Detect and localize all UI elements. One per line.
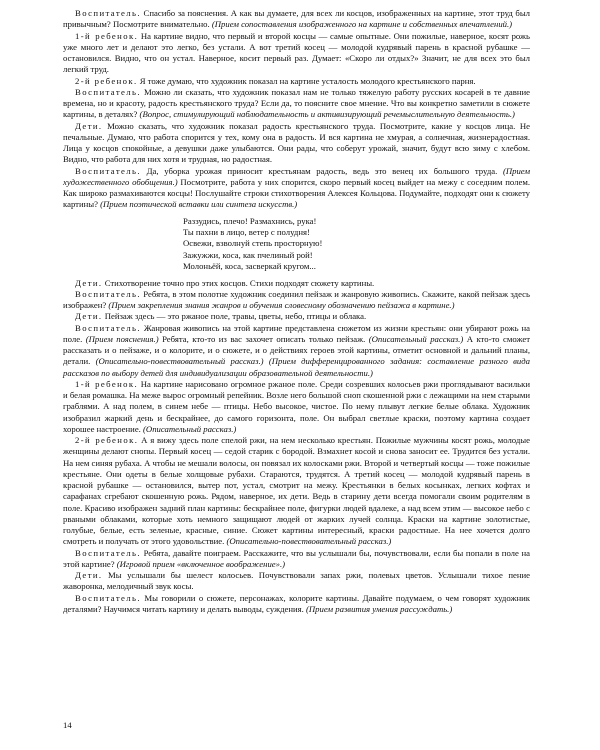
paragraph: Дети. Стихотворение точно про этих косцов. Стихи подходят сюжету картины.: [75, 277, 375, 288]
poem-line: Раззудись, плечо! Размахнись, рука!: [183, 215, 317, 226]
paragraph: Воспитатель. Можно ли сказать, что художник показал нам не только тяжелую работу русских косарей в те давние времена, но и красоту, радость крестьянского труда? Если да, то поясните свое мнение. Что вы конкретно заметили в сюжете картины, в деталях? (Вопрос, стимулирующий наблюдательность и активизирующий речемыслительную деятельность.): [63, 86, 530, 120]
paragraph: Дети. Можно сказать, что художник показал радость крестьянского труда. Посмотрите, какие у косцов лица. Не печальные. Думаю, что работа спорится у тех, кому она в радость. И вся картина не хмурая, а солнечная, жизнерадостная. Лица у косцов спокойные, а девушки даже улыбаются. Они рады, что соберут урожай, значит, будут всю зиму с хлебом. Видно, что работа для них хотя и трудная, но радостная.: [63, 120, 530, 165]
paragraph: Воспитатель. Мы говорили о сюжете, персонажах, колорите картины. Давайте подумаем, о чем говорят художник деталями? Научимся читать картину и делать выводы, суждения. (Прием развития умения рассуждать.): [63, 592, 530, 614]
poem-line: Молоньёй, коса, засверкай кругом...: [183, 261, 316, 272]
page-body: [63, 8, 530, 615]
paragraph: 2-й ребенок. Я тоже думаю, что художник показал на картине усталость молодого крестьянского парня.: [75, 75, 476, 86]
paragraph: 2-й ребенок. А я вижу здесь поле спелой ржи, на нем несколько крестьян. Пожилые мужчины косят рожь, молодые женщины делают снопы. Первый косец — седой старик с бородой. Взмахнет косой и снова заносит ее. Трудится без устали. На нем синяя рубаха. А чтобы не мешали волосы, он повязал их колосками ржи. Второй и четвертый косцы — тоже пожилые крестьяне. Они одеты в белые холщовые рубахи. Стараются, трудятся. А третий косец — молодой кудрявый парень в красной рубашке — остановился, вытер пот, устал, смотрит на межу. Крестьянки в белых косынках, легких кофтах и сарафанах сгребают скошенную рожь. Рядом, наверное, их дети. Ведь в старину дети всегда помогали своим родителям в поле. Красиво изображен задний план картины: бескрайнее поле, фигурки людей вдалеке, а над всем этим — высокое небо с рваными облаками, которые хоть немного защищают людей от жарких лучей солнца. Краски на картине золотистые, голубые, белые, есть зеленые, красные, синие. Сюжет картины интересный, краски радостные. На нее хочется долго смотреть и получать от этого удовольствие. (Описательно-повествовательный рассказ.): [63, 435, 530, 547]
paragraph: Воспитатель. Да, уборка урожая приносит крестьянам радость, ведь это венец их большого труда. (Прием художественного обобщения.) Посмотрите, работа у них спорится, скоро первый косец выйдет на межу с соседним полем. Как широко размахиваются косцы! Послушайте строки стихотворения Алексея Кольцова. Подумайте, подходят они к сюжету картины? (Прием поэтической вставки или синтеза искусств.): [63, 165, 530, 210]
poem-line: Ты пахни в лицо, ветер с полудня!: [183, 226, 310, 237]
paragraph: Дети. Пейзаж здесь — это ржаное поле, травы, цветы, небо, птицы и облака.: [75, 311, 367, 322]
page-number: 14: [63, 720, 72, 730]
paragraph: Воспитатель. Спасибо за пояснения. А как вы думаете, для всех ли косцов, изображенных на картине, этот труд был привычным? Посмотрите внимательно. (Прием сопоставления изображенного на картине и собственных впечатлений.): [63, 8, 530, 30]
poem: [183, 216, 530, 273]
poem-line: Освежи, взволнуй степь просторную!: [183, 238, 323, 249]
paragraph: 1-й ребенок. На картине видно, что первый и второй косцы — самые опытные. Они пожилые, наверное, косят рожь уже много лет и делают это легко, без устали. А вот третий косец — молодой кудрявый парень в красной рубашке — остановился. Видно, что он устал. Наверное, косит первый раз. Думает: «Скоро ли отдых?» Значит, не для всех это был легкий труд.: [63, 30, 530, 75]
poem-line: Зажужжи, коса, как пчелиный рой!: [183, 249, 313, 260]
paragraph: Воспитатель. Жанровая живопись на этой картине представлена сюжетом из жизни крестьян: они убирают рожь на поле. (Прием пояснения.) Ребята, кто-то из вас захочет описать только пейзаж. (Описательный рассказ.) А кто-то сможет рассказать и о пейзаже, и о колорите, и о сюжете, и о действиях героев этой картины, отметит основной и дальний планы, детали. (Описательно-повествовательный рассказ.) (Прием дифференцированного задания: составление разного вида рассказов по выбору детей для индивидуализации образовательной деятельности.): [63, 322, 530, 378]
paragraph: Воспитатель. Ребята, давайте поиграем. Расскажите, что вы услышали бы, почувствовали, если бы попали в поле на этой картине? (Игровой прием «включенное воображение».): [63, 547, 530, 569]
paragraph: Воспитатель. Ребята, в этом полотне художник соединил пейзаж и жанровую живопись. Скажите, какой пейзаж здесь изображен? (Прием закрепления знания жанров и обучения словесному обозначению пейзажа в картине.): [63, 288, 530, 311]
paragraph: Дети. Мы услышали бы шелест колосьев. Почувствовали запах ржи, полевых цветов. Услышали тихое пение жаворонка, мелодичный звук косы.: [63, 570, 530, 592]
paragraph: 1-й ребенок. На картине нарисовано огромное ржаное поле. Среди созревших колосьев ржи проглядывают васильки и белая ромашка. На меже вырос огромный репейник. Возле него большой сноп скошенной ржи с лежащими на нем старыми граблями. А над полем, в синем небе — птицы. Небо высокое, чистое. По нему плывут легкие белые облака. Художник изобразил жаркий день и бескрайнее, до самого горизонта, поле. Он выбрал светлые краски, поэтому картина создает хорошее настроение. (Описательный рассказ.): [63, 378, 530, 434]
